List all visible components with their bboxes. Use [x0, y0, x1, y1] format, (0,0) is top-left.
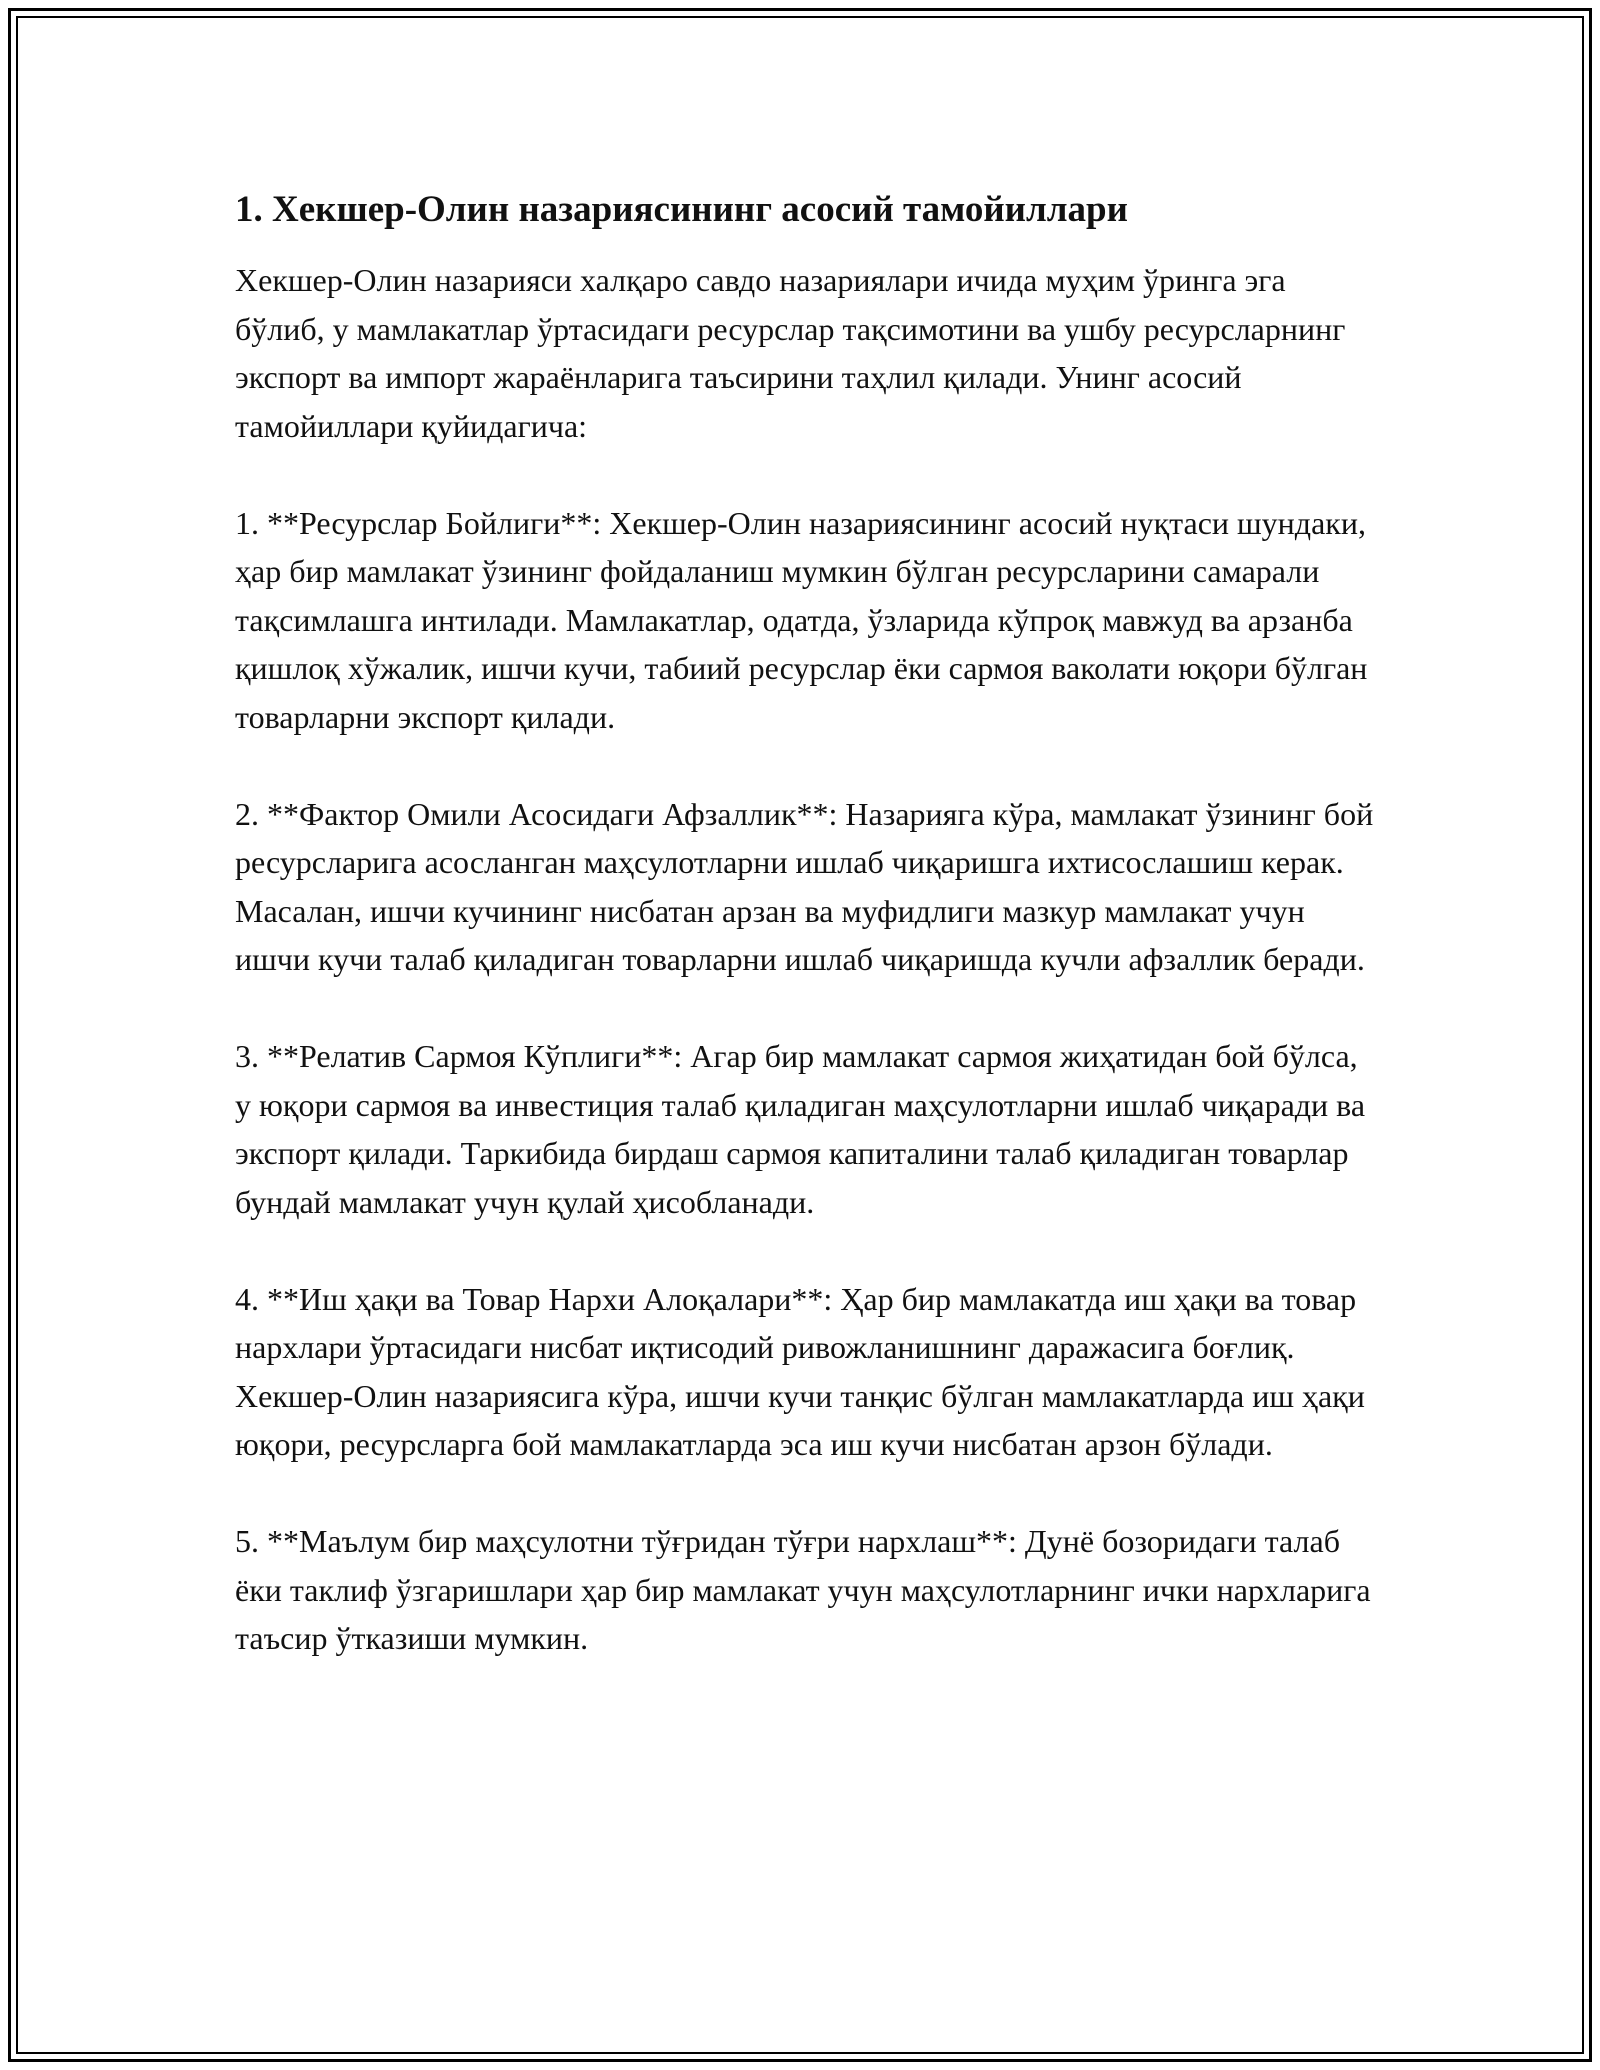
- document-body: [235, 186, 1375, 1711]
- intro-paragraph: Хекшер-Олин назарияси халқаро савдо назариялари ичида муҳим ўринга эга бўлиб, у мамлакатлар ўртасидаги ресурслар тақсимотини ва ушбу ресурсларнинг экспорт ва импорт жараёнларига таъсирини таҳлил қилади. Унинг асосий тамойиллари қуйидагича:: [235, 262, 1346, 444]
- list-item-4: 4. **Иш ҳақи ва Товар Нархи Алоқалари**: Ҳар бир мамлакатда иш ҳақи ва товар нархлари ўртасидаги нисбат иқтисодий ривожланишнинг даражасига боғлиқ. Хекшер-Олин назариясига кўра, ишчи кучи танқис бўлган мамлакатларда иш ҳақи юқори, ресурсларга бой мамлакатларда эса иш кучи нисбатан арзон бўлади.: [235, 1280, 1365, 1462]
- list-item-2: 2. **Фактор Омили Асосидаги Афзаллик**: Назарияга кўра, мамлакат ўзининг бой ресурсларига асосланган маҳсулотларни ишлаб чиқаришга ихтисослашиш керак. Масалан, ишчи кучининг нисбатан арзан ва муфидлиги мазкур мамлакат учун ишчи кучи талаб қиладиган товарларни ишлаб чиқаришда кучли афзаллик беради.: [235, 795, 1374, 977]
- list-item-1: 1. **Ресурслар Бойлиги**: Хекшер-Олин назариясининг асосий нуқтаси шундаки, ҳар бир мамлакат ўзининг фойдаланиш мумкин бўлган ресурсларини самарали тақсимлашга интилади. Мамлакатлар, одатда, ўзларида кўпроқ мавжуд ва арзанба қишлоқ хўжалик, ишчи кучи, табиий ресурслар ёки сармоя ваколати юқори бўлган товарларни экспорт қилади.: [235, 504, 1368, 735]
- document-title: 1. Хекшер-Олин назариясининг асосий тамойиллари: [235, 189, 1128, 230]
- list-item-5: 5. **Маълум бир маҳсулотни тўғридан тўғри нархлаш**: Дунё бозоридаги талаб ёки таклиф ўзгаришлари ҳар бир мамлакат учун маҳсулотларнинг ички нархларига таъсир ўтказиши мумкин.: [235, 1523, 1371, 1656]
- list-item-3: 3. **Релатив Сармоя Кўплиги**: Агар бир мамлакат сармоя жиҳатидан бой бўлса, у юқори сармоя ва инвестиция талаб қиладиган маҳсулотларни ишлаб чиқаради ва экспорт қилади. Таркибида бирдаш сармоя капиталини талаб қиладиган товарлар бундай мамлакат учун қулай ҳисобланади.: [235, 1038, 1366, 1220]
